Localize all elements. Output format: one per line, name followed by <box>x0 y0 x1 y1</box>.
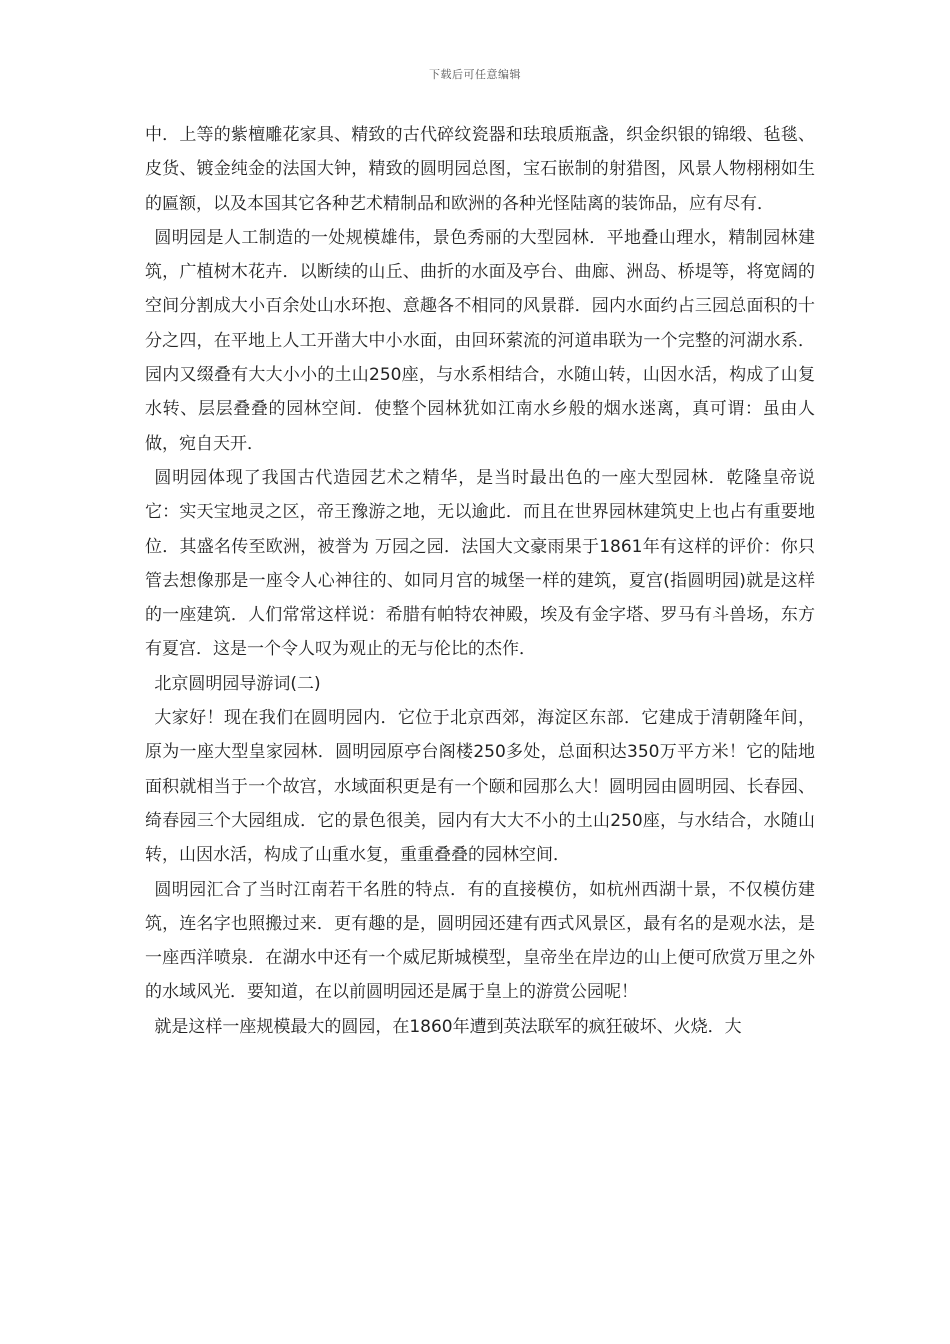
paragraph: 圆明园体现了我国古代造园艺术之精华，是当时最出色的一座大型园林．乾隆皇帝说它：实天宝地灵之区，帝王豫游之地，无以逾此．而且在世界园林建筑史上也占有重要地位．其盛名传至欧洲，被誉为 万园之园．法国大文豪雨果于1861年有这样的评价：你只管去想像那是一座令人心神往的、如同月宫的城堡一样的建筑，夏宫(指圆明园)就是这样的一座建筑．人们常常这样说：希腊有帕特农神殿，埃及有金字塔、罗马有斗兽场，东方有夏宫．这是一个令人叹为观止的无与伦比的杰作． <box>145 467 815 660</box>
paragraph: 大家好！现在我们在圆明园内．它位于北京西郊，海淀区东部．它建成于清朝隆年间，原为一座大型皇家园林．圆明园原亭台阁楼250多处，总面积达350万平方米！它的陆地面积就相当于一个故宫，水域面积更是有一个颐和园那么大！圆明园由圆明园、长春园、绮春园三个大园组成．它的景色很美，园内有大大不小的土山250座，与水结合，水随山转，山因水活，构成了山重水复，重重叠叠的园林空间． <box>145 708 815 866</box>
paragraph: 中．上等的紫檀雕花家具、精致的古代碎纹瓷器和珐琅质瓶盏，织金织银的锦缎、毡毯、皮货、镀金纯金的法国大钟，精致的圆明园总图，宝石嵌制的射猎图，风景人物栩栩如生的匾额，以及本国其它各种艺术精制品和欧洲的各种光怪陆离的装饰品，应有尽有． <box>145 125 815 214</box>
page-header: 下载后可任意编辑 <box>429 68 521 81</box>
paragraph: 就是这样一座规模最大的圆园，在1860年遭到英法联军的疯狂破坏、火烧．大 <box>154 1016 742 1037</box>
paragraph: 圆明园汇合了当时江南若干名胜的特点．有的直接模仿，如杭州西湖十景，不仅模仿建筑，连名字也照搬过来．更有趣的是，圆明园还建有西式风景区，最有名的是观水法，是一座西洋喷泉．在湖水中还有一个威尼斯城模型，皇帝坐在岸边的山上便可欣赏万里之外的水域风光．要知道，在以前圆明园还是属于皇上的游赏公园呢！ <box>145 879 815 1003</box>
paragraph: 圆明园是人工制造的一处规模雄伟，景色秀丽的大型园林．平地叠山理水，精制园林建筑，广植树木花卉．以断续的山丘、曲折的水面及亭台、曲廊、洲岛、桥堤等，将宽阔的空间分割成大小百余处山水环抱、意趣各不相同的风景群．园内水面约占三园总面积的十分之四，在平地上人工开凿大中小水面，由回环萦流的河道串联为一个完整的河湖水系．园内又缀叠有大大小小的土山250座，与水系相结合，水随山转，山因水活，构成了山复水转、层层叠叠的园林空间．使整个园林犹如江南水乡般的烟水迷离，真可谓：虽由人做，宛自天开． <box>145 227 815 454</box>
document-body <box>145 118 815 1044</box>
section-title: 北京圆明园导游词(二) <box>154 673 321 694</box>
